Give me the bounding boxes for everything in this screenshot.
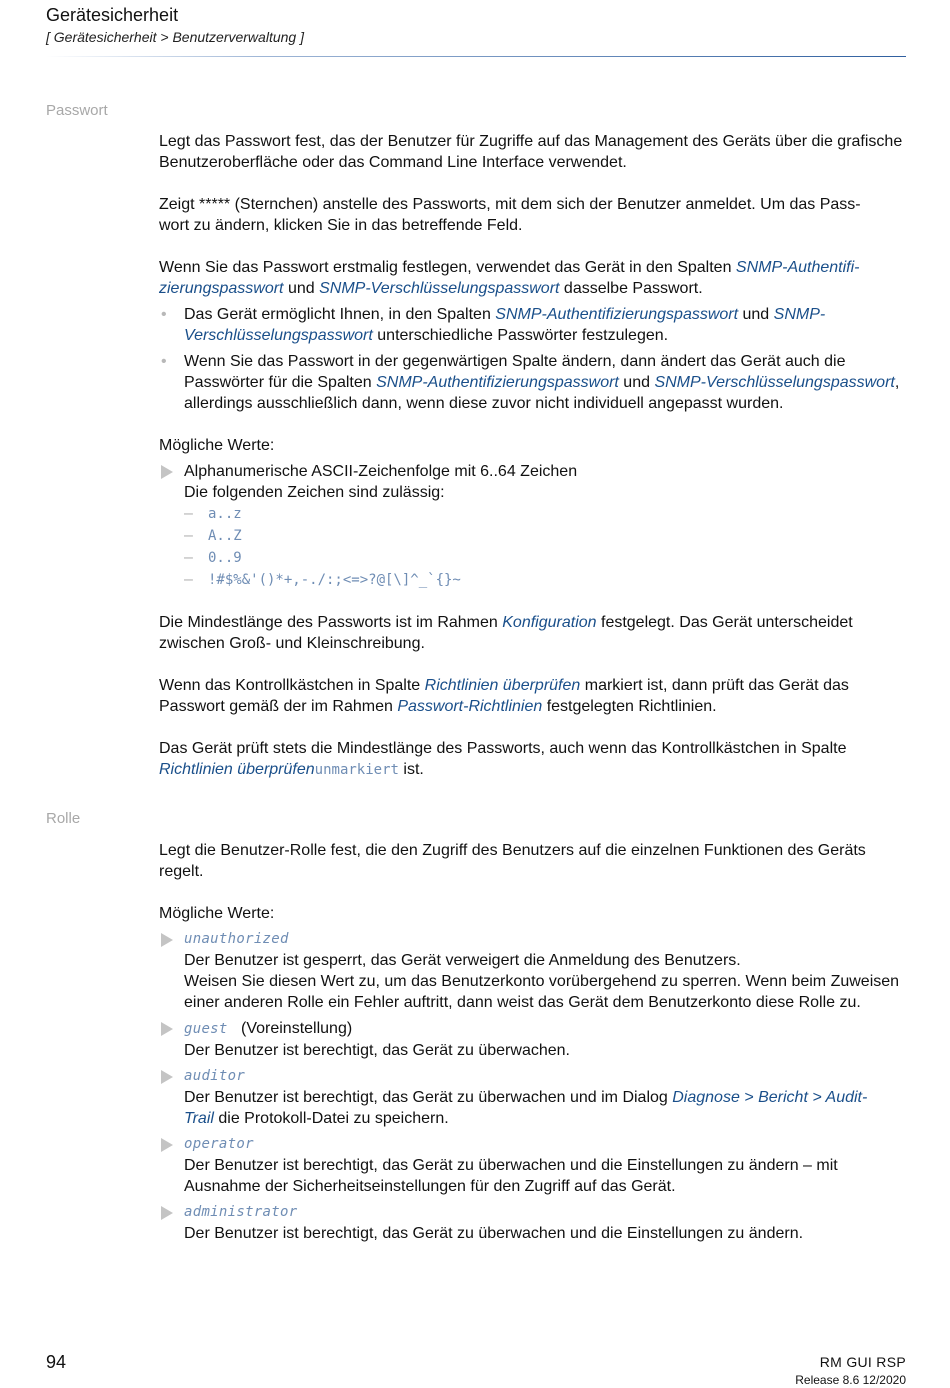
role-item-auditor: auditor Der Benutzer ist berechtigt, das Gerät zu überwachen und im Dialog Diagnose > Bericht > Audit- Trail die Protokoll-Datei zu speichern. [159,1066,909,1129]
dash-icon: – [184,505,193,522]
passwort-initial-note: Wenn Sie das Passwort erstmalig festlegen, verwendet das Gerät in den Spalten SNMP-Authentifi- zierungspasswort und SNMP-Verschlüsselungspasswort dasselbe Passwort. [159,259,860,297]
link-snmp-encryption-password[interactable]: SNMP-Verschlüsselungspasswort [319,280,560,297]
triangle-bullet-icon [161,1070,173,1084]
list-item: – A..Z [184,527,242,544]
passwort-policy-note: Wenn das Kontrollkästchen in Spalte Richtlinien überprüfen markiert ist, dann prüft das Gerät das Passwort gemäß der im Rahmen Passwort-Richtlinien festgelegten Richtlinien. [159,677,849,715]
page-number: 94 [46,1352,67,1372]
list-item: – 0..9 [184,549,242,566]
release-info: Release 8.6 12/2020 [795,1373,906,1387]
rolle-description: Legt die Benutzer-Rolle fest, die den Zugriff des Benutzers auf die einzelnen Funktionen des Geräts regelt. [159,842,866,880]
code-unmarkiert: unmarkiert [314,762,399,778]
doc-title: RM GUI RSP [819,1354,906,1370]
link-audit-trail[interactable]: Diagnose > Bericht > Audit- [672,1089,868,1106]
list-item: – a..z [184,505,242,522]
triangle-bullet-icon [161,933,173,947]
section-body-passwort [159,131,909,802]
link-snmp-auth-password[interactable]: SNMP-Authentifi- [735,259,860,276]
dash-icon: – [184,527,193,544]
section-label-rolle: Rolle [46,810,81,827]
link-audit-trail-cont[interactable]: Trail [184,1110,214,1127]
role-code: unauthorized [184,931,289,947]
role-item-guest: guest (Voreinstellung) Der Benutzer ist berechtigt, das Gerät zu überwachen. [159,1018,909,1061]
bullet-icon: • [161,306,167,323]
link-snmp-encryption-password-cont[interactable]: Verschlüsselungspasswort [184,327,373,344]
link-snmp-encryption-password[interactable]: SNMP-Verschlüsselungspasswort [654,374,895,391]
passwort-bullet-list [159,304,909,414]
link-snmp-encryption-password[interactable]: SNMP- [773,306,826,323]
link-snmp-auth-password[interactable]: SNMP-Authentifizierungspasswort [376,374,619,391]
allowed-chars-list [184,503,909,591]
passwort-check-note: Das Gerät prüft stets die Mindestlänge des Passworts, auch wenn das Kontrollkästchen in Spalte Richtlinien überprüfenunmarkiert ist. [159,740,847,778]
passwort-description: Legt das Passwort fest, das der Benutzer für Zugriffe auf das Management des Geräts über die grafische Benutzeroberfläche oder das Command Line Interface verwendet. [159,133,903,171]
dash-icon: – [184,571,193,588]
role-item-operator: operator Der Benutzer ist berechtigt, das Gerät zu überwachen und die Einstellungen zu ändern – mit Ausnahme der Sicherheitseinstellungen für den Zugriff auf das Gerät. [159,1134,909,1197]
role-code: administrator [184,1204,298,1220]
triangle-bullet-icon [161,1022,173,1036]
role-item-unauthorized: unauthorized Der Benutzer ist gesperrt, das Gerät verweigert die Anmeldung des Benutzers. Weisen Sie diesen Wert zu, um das Benutzerkonto vorübergehend zu sperren. Wenn beim Zuweisen einer anderen Rolle ein Fehler auftritt, dann weist das Gerät dem Benutzerkonto diese Rolle zu. [159,929,909,1013]
rolle-values-list [159,929,909,1244]
bullet-icon: • [161,353,167,370]
link-passwort-richtlinien[interactable]: Passwort-Richtlinien [397,698,543,715]
role-code: guest [184,1021,228,1037]
passwort-min-length-note: Die Mindestlänge des Passworts ist im Rahmen Konfiguration festgelegt. Das Gerät unterscheidet zwischen Groß- und Kleinschreibung. [159,614,853,652]
chapter-title: Gerätesicherheit [46,5,179,25]
role-item-administrator: administrator Der Benutzer ist berechtigt, das Gerät zu überwachen und die Einstellungen zu ändern. [159,1202,909,1244]
dash-icon: – [184,549,193,566]
link-richtlinien-ueberpruefen[interactable]: Richtlinien überprüfen [424,677,581,694]
passwort-values-list [159,461,909,591]
values-heading: Mögliche Werte: [159,905,275,922]
list-item: Alphanumerische ASCII-Zeichenfolge mit 6..64 Zeichen Die folgenden Zeichen sind zulässig: – a..z – A..Z – 0..9 – !#$%&'()*+,-./:;<=>?@[\]^_`{}~ [159,461,909,591]
passwort-display-note: Zeigt ***** (Sternchen) anstelle des Passworts, mit dem sich der Benutzer anmeldet. Um das Pass- wort zu ändern, klicken Sie in das betreffende Feld. [159,196,861,234]
values-heading: Mögliche Werte: [159,437,275,454]
section-body-rolle [159,840,909,1265]
list-item: – !#$%&'()*+,-./:;<=>?@[\]^_`{}~ [184,571,461,588]
triangle-bullet-icon [161,465,173,479]
link-snmp-auth-password-cont[interactable]: zierungspasswort [159,280,284,297]
link-richtlinien-ueberpruefen[interactable]: Richtlinien überprüfen [159,761,315,778]
page-header [46,4,906,47]
role-code: operator [184,1136,254,1152]
footer-doc-info [795,1354,906,1388]
breadcrumb: [ Gerätesicherheit > Benutzerverwaltung ] [46,29,304,45]
default-note: (Voreinstellung) [241,1020,353,1037]
role-code: auditor [184,1068,246,1084]
link-snmp-auth-password[interactable]: SNMP-Authentifizierungspasswort [495,306,739,323]
header-divider [46,56,906,57]
triangle-bullet-icon [161,1206,173,1220]
section-label-passwort: Passwort [46,102,108,119]
list-item: • Das Gerät ermöglicht Ihnen, in den Spalten SNMP-Authentifizierungspasswort und SNMP- Verschlüsselungspasswort unterschiedliche Passwörter festzulegen. [161,306,826,344]
triangle-bullet-icon [161,1138,173,1152]
list-item: • Wenn Sie das Passwort in der gegenwärtigen Spalte ändern, dann ändert das Gerät auch die Passwörter für die Spalten SNMP-Authentifizierungspasswort und SNMP-Verschlüsselungspasswort, allerdings ausschließlich dann, wenn diese zuvor nicht individuell angepasst wurden. [161,353,900,412]
link-konfiguration[interactable]: Konfiguration [502,614,597,631]
